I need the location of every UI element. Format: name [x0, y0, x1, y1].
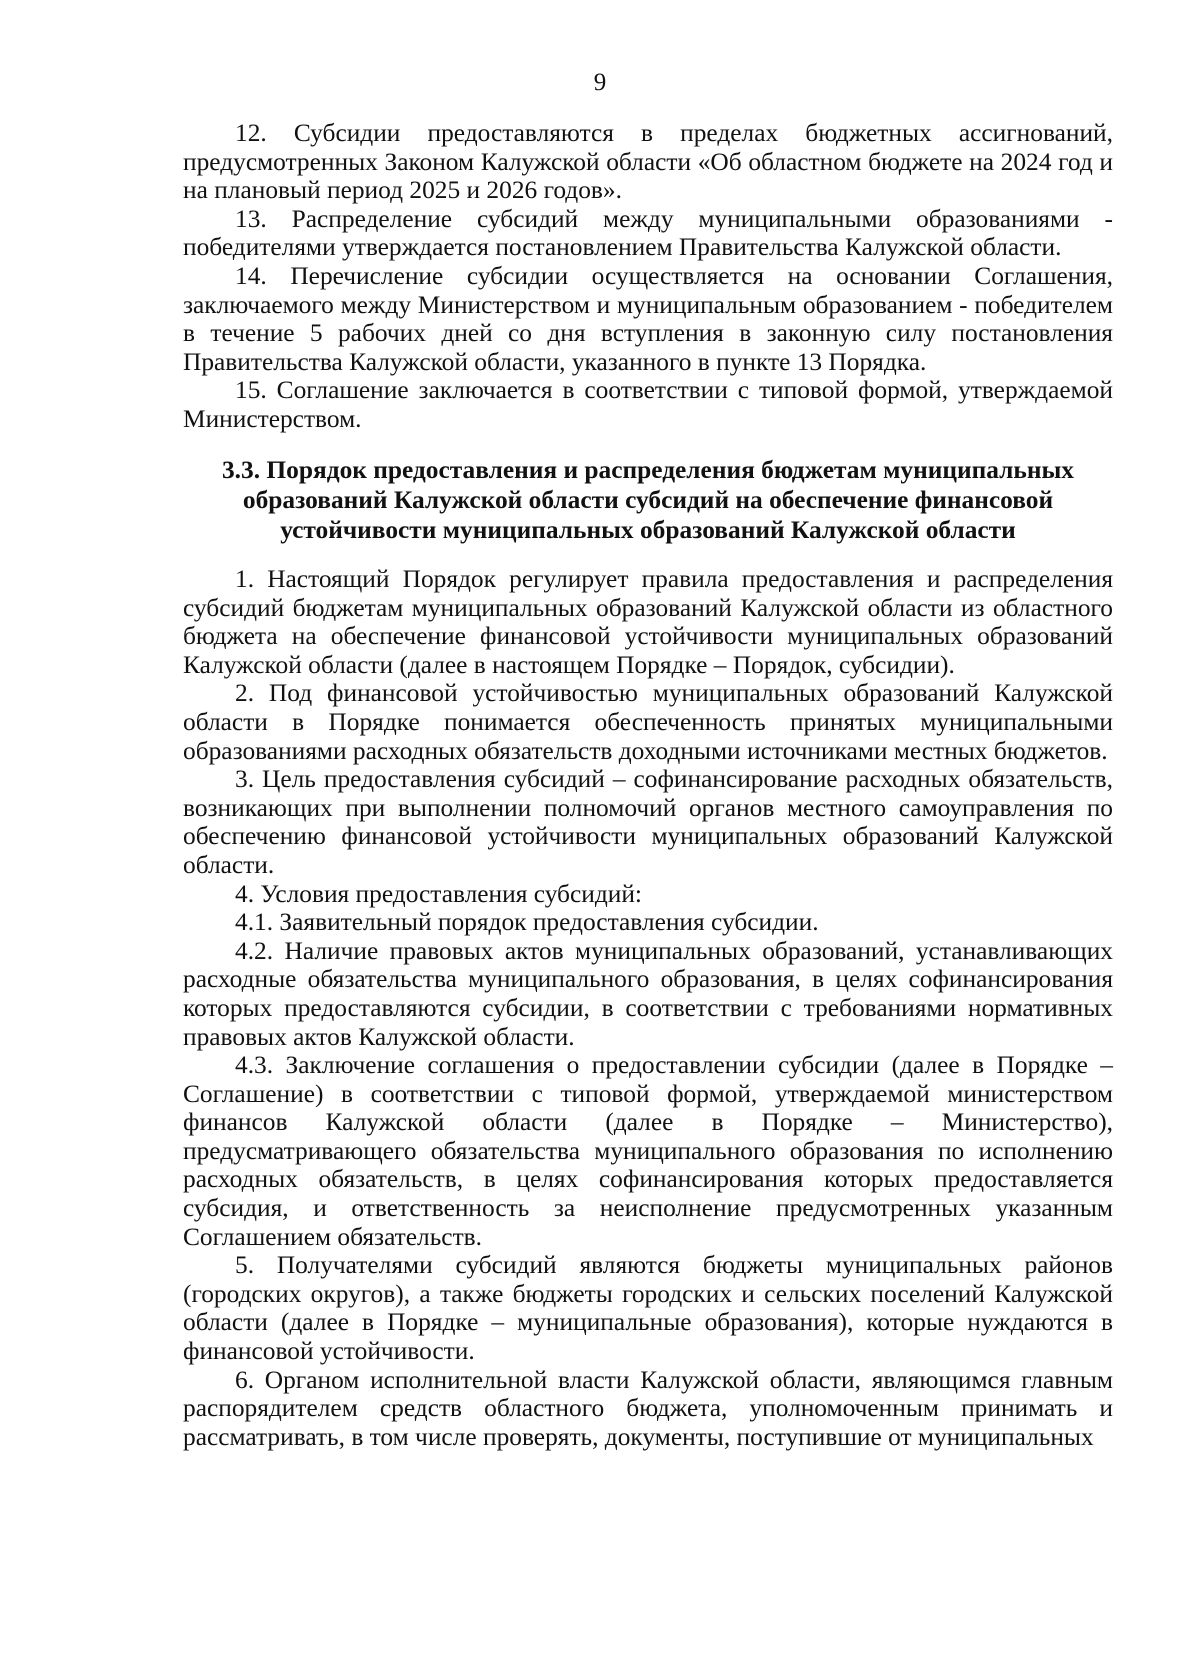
- section-paragraph-4-2: 4.2. Наличие правовых актов муниципальных образований, устанавливающих расходные обязательства муниципального образования, в целях софинансирования которых предоставляются субсидии, в соответствии с требованиями нормативных правовых актов Калужской области.: [183, 936, 1113, 1051]
- section-heading-line-3: устойчивости муниципальных образований Калужской области: [280, 516, 1016, 544]
- paragraph-13: 13. Распределение субсидий между муниципальными образованиями - победителями утверждается постановлением Правительства Калужской области.: [183, 204, 1113, 262]
- section-heading: [183, 455, 1113, 545]
- section-paragraph-4: 4. Условия предоставления субсидий:: [235, 879, 642, 908]
- section-heading-line-2: образований Калужской области субсидий на обеспечение финансовой: [242, 486, 1054, 514]
- paragraph-15: 15. Соглашение заключается в соответствии с типовой формой, утверждаемой Министерством.: [183, 376, 1113, 433]
- section-paragraph-3: 3. Цель предоставления субсидий – софинансирование расходных обязательств, возникающих при выполнении полномочий органов местного самоуправления по обеспечению финансовой устойчивости муниципальных образований Калужской области.: [183, 765, 1113, 879]
- section-paragraph-4-3: 4.3. Заключение соглашения о предоставлении субсидии (далее в Порядке – Соглашение) в соответствии с типовой формой, утверждаемой министерством финансов Калужской области (далее в Порядке – Министерство), предусматривающего обязательства муниципального образования по исполнению расходных обязательств, в целях софинансирования которых предоставляется субсидия, и ответственность за неисполнение предусмотренных указанным Соглашением обязательств.: [183, 1051, 1113, 1251]
- section-paragraph-1: 1. Настоящий Порядок регулирует правила предоставления и распределения субсидий бюджетам муниципальных образований Калужской области из областного бюджета на обеспечение финансовой устойчивости муниципальных образований Калужской области (далее в настоящем Порядке – Порядок, субсидии).: [183, 565, 1113, 679]
- section-heading-line-1: 3.3. Порядок предоставления и распределения бюджетам муниципальных: [221, 456, 1074, 484]
- section-paragraph-5: 5. Получателями субсидий являются бюджеты муниципальных районов (городских округов), а также бюджеты городских и сельских поселений Калужской области (далее в Порядке – муниципальные образования), которые нуждаются в финансовой устойчивости.: [183, 1251, 1113, 1366]
- section-paragraph-4-1: 4.1. Заявительный порядок предоставления субсидии.: [235, 908, 819, 937]
- paragraphs-section: [183, 565, 1113, 1451]
- section-paragraph-2: 2. Под финансовой устойчивостью муниципальных образований Калужской области в Порядке понимается обеспеченность принятых муниципальными образованиями расходных обязательств доходными источниками местных бюджетов.: [183, 679, 1113, 765]
- page-number: 9: [593, 69, 607, 96]
- paragraph-12: 12. Субсидии предоставляются в пределах бюджетных ассигнований, предусмотренных Законом Калужской области «Об областном бюджете на 2024 год и на плановый период 2025 и 2026 годов».: [183, 119, 1113, 205]
- paragraph-14: 14. Перечисление субсидии осуществляется на основании Соглашения, заключаемого между Министерством и муниципальным образованием - победителем в течение 5 рабочих дней со дня вступления в законную силу постановления Правительства Калужской области, указанного в пункте 13 Порядка.: [183, 261, 1113, 376]
- paragraphs-top: [183, 119, 1113, 434]
- section-paragraph-6: 6. Органом исполнительной власти Калужской области, являющимся главным распорядителем средств областного бюджета, уполномоченным принимать и рассматривать, в том числе проверять, документы, поступившие от муниципальных: [183, 1365, 1113, 1451]
